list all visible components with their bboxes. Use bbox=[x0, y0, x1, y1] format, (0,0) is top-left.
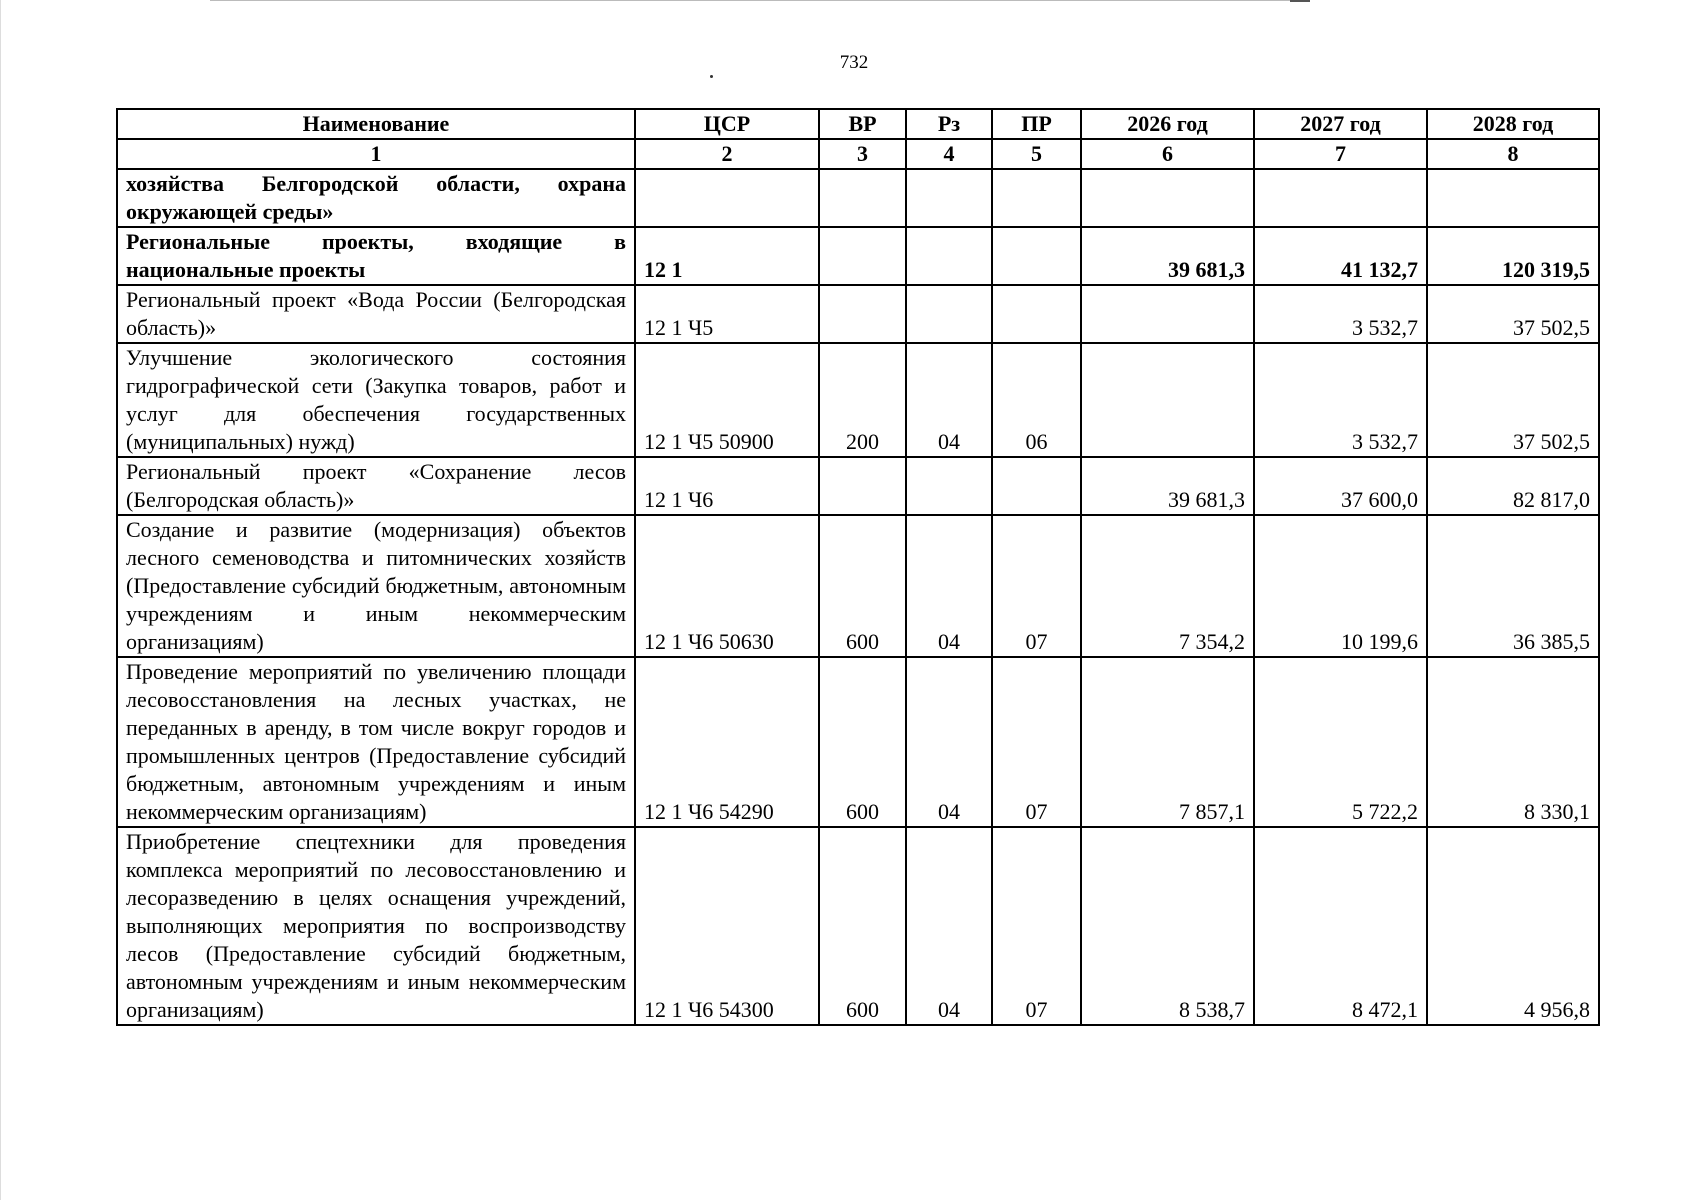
row-vr: 600 bbox=[819, 657, 906, 827]
row-2028: 37 502,5 bbox=[1427, 343, 1599, 457]
header-csr: ЦСР bbox=[635, 109, 819, 139]
table-row bbox=[117, 285, 1599, 343]
row-rz: 04 bbox=[906, 657, 992, 827]
table-row bbox=[117, 657, 1599, 827]
row-rz bbox=[906, 227, 992, 285]
row-2028 bbox=[1427, 169, 1599, 227]
row-2026 bbox=[1081, 343, 1254, 457]
row-2028: 82 817,0 bbox=[1427, 457, 1599, 515]
row-vr bbox=[819, 227, 906, 285]
table-row bbox=[117, 457, 1599, 515]
row-2027: 8 472,1 bbox=[1254, 827, 1427, 1025]
row-rz bbox=[906, 457, 992, 515]
row-2026: 8 538,7 bbox=[1081, 827, 1254, 1025]
row-pr bbox=[992, 457, 1081, 515]
row-vr: 200 bbox=[819, 343, 906, 457]
row-rz bbox=[906, 285, 992, 343]
row-name: хозяйства Белгородской области, охрана окружающей среды» bbox=[117, 169, 635, 227]
row-2027: 5 722,2 bbox=[1254, 657, 1427, 827]
row-vr bbox=[819, 169, 906, 227]
row-2027 bbox=[1254, 169, 1427, 227]
row-csr: 12 1 Ч5 bbox=[635, 285, 819, 343]
row-2028: 37 502,5 bbox=[1427, 285, 1599, 343]
table-header-row bbox=[117, 109, 1599, 139]
row-pr bbox=[992, 169, 1081, 227]
column-number: 3 bbox=[819, 139, 906, 169]
row-name: Региональный проект «Вода России (Белгородская область)» bbox=[117, 285, 635, 343]
row-pr bbox=[992, 285, 1081, 343]
scan-edge-mark bbox=[1290, 0, 1310, 2]
header-name: Наименование bbox=[117, 109, 635, 139]
table-row bbox=[117, 515, 1599, 657]
table-body bbox=[117, 169, 1599, 1025]
scan-edge-line bbox=[210, 0, 1310, 1]
column-number: 8 bbox=[1427, 139, 1599, 169]
row-2026: 7 857,1 bbox=[1081, 657, 1254, 827]
row-2028: 8 330,1 bbox=[1427, 657, 1599, 827]
row-rz: 04 bbox=[906, 343, 992, 457]
row-vr bbox=[819, 285, 906, 343]
column-number: 6 bbox=[1081, 139, 1254, 169]
row-name: Региональный проект «Сохранение лесов (Белгородская область)» bbox=[117, 457, 635, 515]
header-rz: Рз bbox=[906, 109, 992, 139]
table-row bbox=[117, 343, 1599, 457]
row-vr bbox=[819, 457, 906, 515]
row-name: Улучшение экологического состояния гидрографической сети (Закупка товаров, работ и услуг для обеспечения государственных (муниципальных) нужд) bbox=[117, 343, 635, 457]
row-pr: 06 bbox=[992, 343, 1081, 457]
row-2027: 41 132,7 bbox=[1254, 227, 1427, 285]
row-name: Региональные проекты, входящие в национальные проекты bbox=[117, 227, 635, 285]
row-csr: 12 1 bbox=[635, 227, 819, 285]
row-csr: 12 1 Ч6 bbox=[635, 457, 819, 515]
row-2026 bbox=[1081, 169, 1254, 227]
row-pr: 07 bbox=[992, 657, 1081, 827]
column-number: 4 bbox=[906, 139, 992, 169]
page-number: 732 bbox=[839, 52, 869, 73]
row-csr: 12 1 Ч6 54300 bbox=[635, 827, 819, 1025]
table-row bbox=[117, 827, 1599, 1025]
row-csr: 12 1 Ч5 50900 bbox=[635, 343, 819, 457]
header-pr: ПР bbox=[992, 109, 1081, 139]
column-number-row bbox=[117, 139, 1599, 169]
row-pr: 07 bbox=[992, 515, 1081, 657]
row-csr bbox=[635, 169, 819, 227]
row-2026: 39 681,3 bbox=[1081, 227, 1254, 285]
row-2027: 10 199,6 bbox=[1254, 515, 1427, 657]
budget-table bbox=[116, 108, 1600, 1026]
column-number: 2 bbox=[635, 139, 819, 169]
table-row bbox=[117, 227, 1599, 285]
column-number: 5 bbox=[992, 139, 1081, 169]
header-2026: 2026 год bbox=[1081, 109, 1254, 139]
row-2028: 4 956,8 bbox=[1427, 827, 1599, 1025]
row-2026: 39 681,3 bbox=[1081, 457, 1254, 515]
row-2027: 3 532,7 bbox=[1254, 285, 1427, 343]
row-csr: 12 1 Ч6 50630 bbox=[635, 515, 819, 657]
row-name: Создание и развитие (модернизация) объектов лесного семеноводства и питомнических хозяйств (Предоставление субсидий бюджетным, автономным учреждениям и иным некоммерческим организациям) bbox=[117, 515, 635, 657]
row-rz: 04 bbox=[906, 515, 992, 657]
row-2026: 7 354,2 bbox=[1081, 515, 1254, 657]
row-csr: 12 1 Ч6 54290 bbox=[635, 657, 819, 827]
table-row bbox=[117, 169, 1599, 227]
row-2028: 120 319,5 bbox=[1427, 227, 1599, 285]
row-name: Проведение мероприятий по увеличению площади лесовосстановления на лесных участках, не переданных в аренду, в том числе вокруг городов и промышленных центров (Предоставление субсидий бюджетным, автономным учреждениям и иным некоммерческим организациям) bbox=[117, 657, 635, 827]
row-rz bbox=[906, 169, 992, 227]
row-2028: 36 385,5 bbox=[1427, 515, 1599, 657]
row-pr: 07 bbox=[992, 827, 1081, 1025]
row-2026 bbox=[1081, 285, 1254, 343]
scan-speck bbox=[710, 75, 713, 78]
column-number: 7 bbox=[1254, 139, 1427, 169]
column-number: 1 bbox=[117, 139, 635, 169]
row-name: Приобретение спецтехники для проведения комплекса мероприятий по лесовосстановлению и лесоразведению в целях оснащения учреждений, выполняющих мероприятия по воспроизводству лесов (Предоставление субсидий бюджетным, автономным учреждениям и иным некоммерческим организациям) bbox=[117, 827, 635, 1025]
header-vr: ВР bbox=[819, 109, 906, 139]
scan-left-edge bbox=[0, 0, 1, 1200]
row-2027: 3 532,7 bbox=[1254, 343, 1427, 457]
header-2027: 2027 год bbox=[1254, 109, 1427, 139]
header-2028: 2028 год bbox=[1427, 109, 1599, 139]
row-2027: 37 600,0 bbox=[1254, 457, 1427, 515]
row-pr bbox=[992, 227, 1081, 285]
row-vr: 600 bbox=[819, 827, 906, 1025]
row-vr: 600 bbox=[819, 515, 906, 657]
row-rz: 04 bbox=[906, 827, 992, 1025]
